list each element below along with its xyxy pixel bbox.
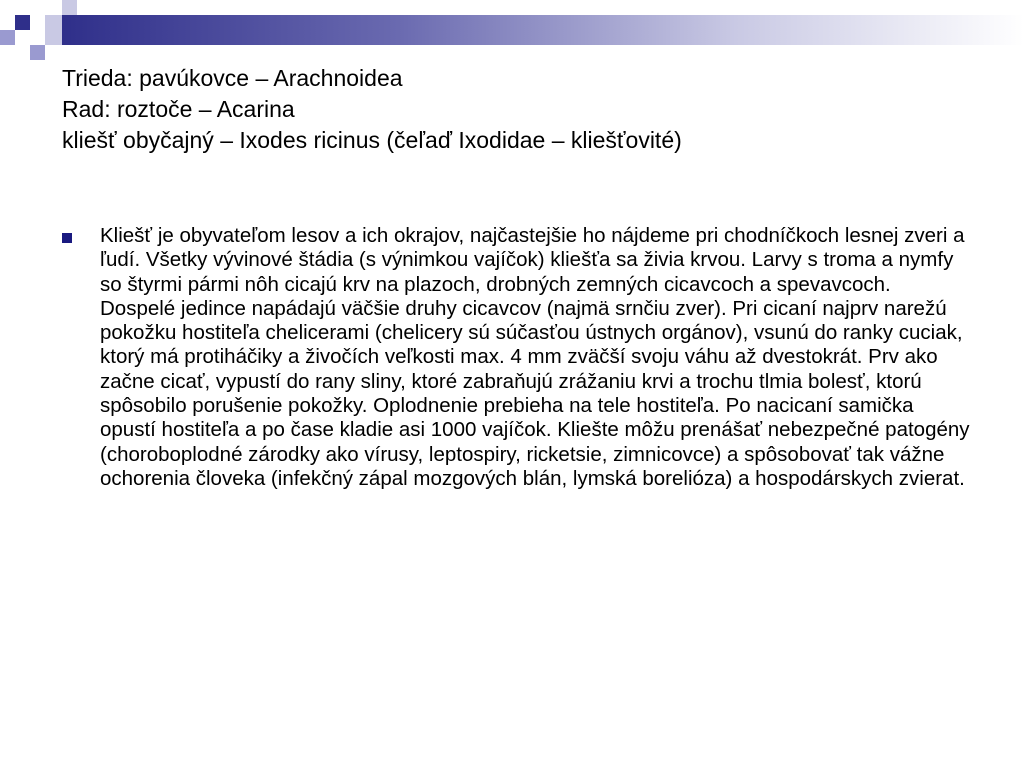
decorative-square bbox=[0, 30, 15, 45]
bullet-item bbox=[62, 224, 972, 491]
header-gradient-bar bbox=[62, 15, 1024, 45]
slide-content bbox=[62, 224, 972, 491]
decorative-square bbox=[15, 15, 30, 30]
square-bullet-icon bbox=[62, 233, 72, 243]
decorative-square bbox=[0, 0, 15, 15]
title-line-species: kliešť obyčajný – Ixodes ricinus (čeľaď Ixodidae – kliešťovité) bbox=[62, 127, 682, 153]
decorative-square bbox=[30, 45, 45, 60]
title-line-order: Rad: roztoče – Acarina bbox=[62, 96, 295, 122]
slide-title bbox=[62, 63, 962, 156]
bullet-text: Kliešť je obyvateľom lesov a ich okrajov, najčastejšie ho nájdeme pri chodníčkoch lesnej zveri a ľudí. Všetky vývinové štádia (s výnimkou vajíčok) kliešťa sa živia krvou. Larvy s troma a nymfy so štyrmi pármi nôh cicajú krv na plazoch, drobných zemných cicavcoch a spevavcoch. Dospelé jedince napádajú väčšie druhy cicavcov (najmä srnčiu zver). Pri cicaní najprv narežú pokožku hostiteľa chelicerami (chelicery sú súčasťou ústnych orgánov), vsunú do ranky cuciak, ktorý má protiháčiky a živočích veľkosti max. 4 mm zväčší svoju váhu až dvestokrát. Prv ako začne cicať, vypustí do rany sliny, ktoré zabraňujú zrážaniu krvi a trochu tlmia bolesť, ktorú spôsobilo porušenie pokožky. Oplodnenie prebieha na tele hostiteľa. Po nacicaní samička opustí hostiteľa a po čase kladie asi 1000 vajíčok. Kliešte môžu prenášať nebezpečné patogény (choroboplodné zárodky ako vírusy, leptospiry, ricketsie, zimnicovce) a spôsobovať tak vážne ochorenia človeka (infekčný zápal mozgových blán, lymská borelióza) a hospodárskych zvierat. bbox=[100, 224, 970, 490]
decorative-square bbox=[62, 0, 77, 15]
decorative-square bbox=[45, 15, 62, 45]
title-line-class: Trieda: pavúkovce – Arachnoidea bbox=[62, 65, 403, 91]
decorative-square bbox=[15, 45, 30, 60]
decorative-square bbox=[30, 0, 62, 15]
